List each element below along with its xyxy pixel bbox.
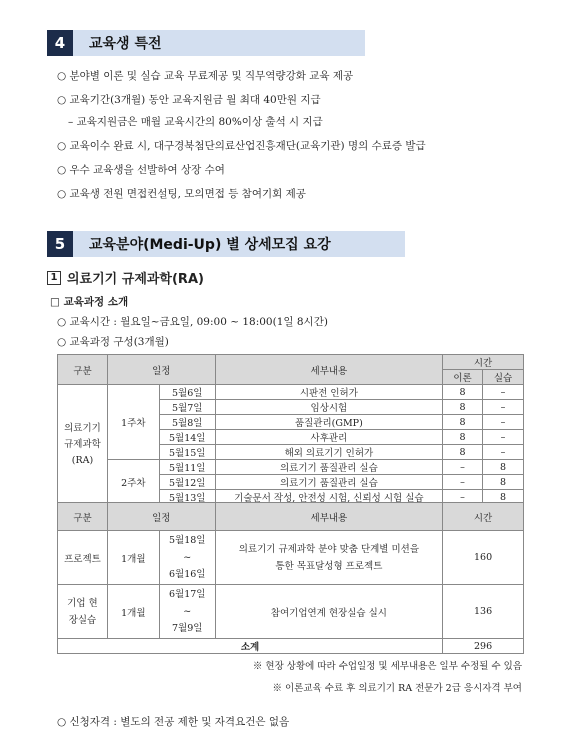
t2-subtotal-time: 296 xyxy=(443,639,524,654)
t1-row-theory: 8 xyxy=(443,400,483,415)
benefit-item-5: ○ 교육생 전원 면접컨설팅, 모의면접 등 참여기회 제공 xyxy=(57,188,306,200)
t1-subtotal-label: 소계 xyxy=(58,505,443,520)
t1-row-practice: 8 xyxy=(483,460,524,475)
section-4-number: 4 xyxy=(47,30,73,56)
benefit-item-2: ○ 교육기간(3개월) 동안 교육지원금 월 최대 40만원 지급 xyxy=(57,94,321,106)
subsection-number-box: 1 xyxy=(47,271,61,285)
t2-row-category: 프로젝트 xyxy=(58,531,108,585)
course-intro-heading: □ 교육과정 소개 xyxy=(50,296,129,308)
t1-row-theory: 8 xyxy=(443,415,483,430)
benefit-item-3: ○ 교육이수 완료 시, 대구경북첨단의료산업진흥재단(교육기관) 명의 수료증 발급 xyxy=(57,140,426,152)
t1-row-content: 의료기기 품질관리 실습 xyxy=(215,460,442,475)
t1-header-theory: 이론 xyxy=(443,370,483,385)
t2-subtotal-label: 소계 xyxy=(58,639,443,654)
t2-date-tilde: ~ xyxy=(183,552,192,563)
t1-row-practice: – xyxy=(483,445,524,460)
t1-row-practice: – xyxy=(483,400,524,415)
t1-row-content: 시판전 인허가 xyxy=(215,385,442,400)
t1-row-date: 5월15일 xyxy=(159,445,215,460)
t1-row-date: 5월8일 xyxy=(159,415,215,430)
t1-row-theory: – xyxy=(443,475,483,490)
t1-header-content: 세부내용 xyxy=(215,355,442,385)
section-5-header xyxy=(47,231,405,257)
t1-row-date: 5월13일 xyxy=(159,490,215,505)
note-2: ※ 이론교육 수료 후 의료기기 RA 전문가 2급 응시자격 부여 xyxy=(272,683,522,694)
t1-row-theory: – xyxy=(443,460,483,475)
t2-row-time: 160 xyxy=(443,531,524,585)
t1-row-date: 5월12일 xyxy=(159,475,215,490)
t2-date-end: 7월9일 xyxy=(171,623,203,634)
t1-subtotal-practice: 24 xyxy=(483,505,524,520)
t2-header-time: 시간 xyxy=(443,503,524,531)
t1-row-content: 사후관리 xyxy=(215,430,442,445)
t2-row-period: 1개월 xyxy=(107,531,159,585)
t1-header-schedule: 일정 xyxy=(107,355,215,385)
t2-row-time: 136 xyxy=(443,585,524,639)
t1-row-content: 의료기기 품질관리 실습 xyxy=(215,475,442,490)
eligibility: ○ 신청자격 : 별도의 전공 제한 및 자격요건은 없음 xyxy=(57,716,290,728)
t1-row-content: 임상시험 xyxy=(215,400,442,415)
benefit-item-2-sub: – 교육지원금은 매월 교육시간의 80%이상 출석 시 지급 xyxy=(68,116,323,128)
t1-row-practice: – xyxy=(483,415,524,430)
t1-row-theory: – xyxy=(443,490,483,505)
t1-row-content: 기술문서 작성, 안전성 시험, 신뢰성 시험 실습 xyxy=(215,490,442,505)
curriculum-table-project xyxy=(57,502,524,654)
section-4-header xyxy=(47,30,365,56)
t1-row-theory: 8 xyxy=(443,385,483,400)
t1-subtotal-theory: 40 xyxy=(443,505,483,520)
t1-week1: 1주차 xyxy=(107,385,159,460)
course-intro-item-1: ○ 교육시간 : 월요일~금요일, 09:00 ~ 18:00(1일 8시간) xyxy=(57,316,328,328)
subsection-title-text: 의료기기 규제과학(RA) xyxy=(67,272,204,287)
t2-row-content: 의료기기 규제과학 분야 맞춤 단계별 미션을 통한 목표달성형 프로젝트 xyxy=(215,531,442,585)
note-1: ※ 현장 상황에 따라 수업일정 및 세부내용은 일부 수정될 수 있음 xyxy=(252,661,522,672)
t1-row-theory: 8 xyxy=(443,430,483,445)
t1-row-theory: 8 xyxy=(443,445,483,460)
t1-week2: 2주차 xyxy=(107,460,159,505)
t1-row-practice: – xyxy=(483,385,524,400)
t2-row-period: 1개월 xyxy=(107,585,159,639)
t1-header-category: 구분 xyxy=(58,355,108,385)
course-intro-item-2: ○ 교육과정 구성(3개월) xyxy=(57,336,169,348)
t2-header-category: 구분 xyxy=(58,503,108,531)
t1-category: 의료기기 규제과학 (RA) xyxy=(58,385,108,505)
t2-date-tilde: ~ xyxy=(183,606,192,617)
t1-header-time: 시간 xyxy=(443,355,524,370)
t1-row-date: 5월14일 xyxy=(159,430,215,445)
t2-row-dates xyxy=(159,585,215,639)
section-5-number: 5 xyxy=(47,231,73,257)
benefit-item-1: ○ 분야별 이론 및 실습 교육 무료제공 및 직무역량강화 교육 제공 xyxy=(57,70,354,82)
t2-date-end: 6월16일 xyxy=(168,569,206,580)
section-5-title: 교육분야(Medi-Up) 별 상세모집 요강 xyxy=(73,231,405,257)
t2-row-dates xyxy=(159,531,215,585)
t1-row-date: 5월11일 xyxy=(159,460,215,475)
t1-row-content: 해외 의료기기 인허가 xyxy=(215,445,442,460)
curriculum-table-theory xyxy=(57,354,524,520)
t1-row-practice: 8 xyxy=(483,475,524,490)
benefit-item-4: ○ 우수 교육생을 선발하여 상장 수여 xyxy=(57,164,225,176)
t2-date-start: 5월18일 xyxy=(168,535,206,546)
t1-row-practice: 8 xyxy=(483,490,524,505)
t2-header-schedule: 일정 xyxy=(107,503,215,531)
t1-row-date: 5월6일 xyxy=(159,385,215,400)
t1-header-practice: 실습 xyxy=(483,370,524,385)
t1-row-content: 품질관리(GMP) xyxy=(215,415,442,430)
t2-row-category: 기업 현장실습 xyxy=(58,585,108,639)
t1-row-date: 5월7일 xyxy=(159,400,215,415)
t2-row-content: 참여기업연계 현장실습 실시 xyxy=(215,585,442,639)
t2-date-start: 6월17일 xyxy=(168,589,206,600)
t1-row-practice: – xyxy=(483,430,524,445)
t2-header-content: 세부내용 xyxy=(215,503,442,531)
section-4-title: 교육생 특전 xyxy=(73,30,365,56)
subsection-title xyxy=(47,268,204,287)
